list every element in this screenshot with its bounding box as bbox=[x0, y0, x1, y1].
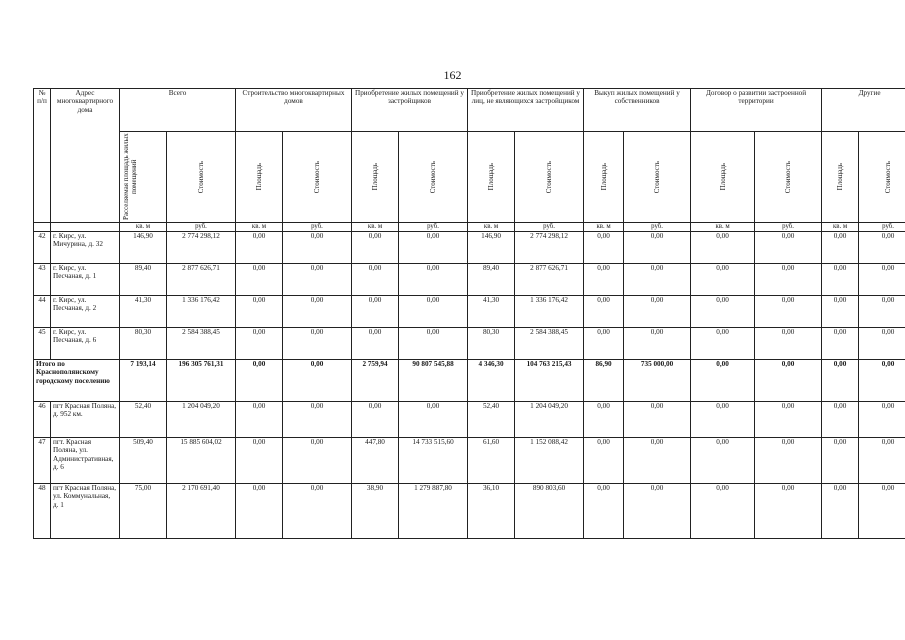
unit-cell: кв. м bbox=[120, 223, 167, 232]
cost-value: 0,00 bbox=[399, 296, 468, 328]
subheader-area: Площадь bbox=[352, 132, 399, 223]
area-value: 0,00 bbox=[822, 264, 859, 296]
cost-value: 0,00 bbox=[859, 264, 905, 296]
area-value: 0,00 bbox=[691, 328, 755, 360]
col-header-other: Другие bbox=[822, 89, 905, 132]
cost-value: 1 279 887,80 bbox=[399, 484, 468, 539]
total-row bbox=[34, 360, 905, 402]
area-value: 0,00 bbox=[822, 360, 859, 402]
cost-value: 890 803,60 bbox=[515, 484, 584, 539]
subheader-area: Площадь bbox=[236, 132, 283, 223]
area-value: 509,40 bbox=[120, 438, 167, 484]
area-value: 0,00 bbox=[822, 232, 859, 264]
area-value: 4 346,30 bbox=[468, 360, 515, 402]
cost-value: 0,00 bbox=[755, 264, 822, 296]
subheader-cost: Стоимость bbox=[283, 132, 352, 223]
area-value: 52,40 bbox=[468, 402, 515, 438]
cost-value: 196 305 761,31 bbox=[167, 360, 236, 402]
row-number: 44 bbox=[34, 296, 51, 328]
area-value: 0,00 bbox=[584, 438, 624, 484]
subheader-cost: Стоимость bbox=[515, 132, 584, 223]
cost-value: 0,00 bbox=[283, 232, 352, 264]
area-value: 0,00 bbox=[822, 484, 859, 539]
table-row bbox=[34, 438, 905, 484]
area-value: 0,00 bbox=[691, 296, 755, 328]
cost-value: 0,00 bbox=[859, 296, 905, 328]
units-blank bbox=[51, 223, 120, 232]
row-number: 45 bbox=[34, 328, 51, 360]
subheader-cost: Стоимость bbox=[167, 132, 236, 223]
cost-value: 0,00 bbox=[283, 264, 352, 296]
unit-cell: кв. м bbox=[691, 223, 755, 232]
row-address: г. Кирс, ул. Песчаная, д. 2 bbox=[51, 296, 120, 328]
area-value: 0,00 bbox=[822, 402, 859, 438]
row-number: 47 bbox=[34, 438, 51, 484]
area-value: 0,00 bbox=[584, 328, 624, 360]
cost-value: 0,00 bbox=[283, 296, 352, 328]
table-row bbox=[34, 402, 905, 438]
cost-value: 0,00 bbox=[755, 438, 822, 484]
cost-value: 0,00 bbox=[624, 296, 691, 328]
unit-cell: кв. м bbox=[584, 223, 624, 232]
cost-value: 2 877 626,71 bbox=[515, 264, 584, 296]
total-label: Итого по Краснополянскому городскому поселению bbox=[34, 360, 120, 402]
row-number: 42 bbox=[34, 232, 51, 264]
row-address: пгт. Красная Поляна, ул. Административная, д. 6 bbox=[51, 438, 120, 484]
cost-value: 1 336 176,42 bbox=[167, 296, 236, 328]
subheader-cost: Стоимость bbox=[755, 132, 822, 223]
row-number: 48 bbox=[34, 484, 51, 539]
col-header-buyout: Выкуп жилых помещений у собственников bbox=[584, 89, 691, 132]
area-value: 80,30 bbox=[468, 328, 515, 360]
area-value: 146,90 bbox=[468, 232, 515, 264]
area-value: 0,00 bbox=[584, 402, 624, 438]
area-value: 36,10 bbox=[468, 484, 515, 539]
cost-value: 2 584 388,45 bbox=[167, 328, 236, 360]
col-header-purchase-nondevelopers: Приобретение жилых помещений у лиц, не являющихся застройщиком bbox=[468, 89, 584, 132]
area-value: 89,40 bbox=[120, 264, 167, 296]
row-address: г. Кирс, ул. Песчаная, д. 6 bbox=[51, 328, 120, 360]
area-value: 0,00 bbox=[691, 264, 755, 296]
cost-value: 1 204 049,20 bbox=[515, 402, 584, 438]
area-value: 0,00 bbox=[236, 484, 283, 539]
row-number: 43 bbox=[34, 264, 51, 296]
cost-value: 0,00 bbox=[283, 438, 352, 484]
table-row bbox=[34, 232, 905, 264]
area-value: 0,00 bbox=[691, 232, 755, 264]
cost-value: 0,00 bbox=[624, 264, 691, 296]
cost-value: 2 170 691,40 bbox=[167, 484, 236, 539]
subheader-area: Площадь bbox=[822, 132, 859, 223]
col-header-address: Адрес многоквартирного дома bbox=[51, 89, 120, 223]
area-value: 0,00 bbox=[236, 360, 283, 402]
cost-value: 0,00 bbox=[859, 232, 905, 264]
area-value: 0,00 bbox=[584, 232, 624, 264]
area-value: 52,40 bbox=[120, 402, 167, 438]
cost-value: 0,00 bbox=[283, 328, 352, 360]
subheader-area: Площадь bbox=[584, 132, 624, 223]
unit-cell: кв. м bbox=[352, 223, 399, 232]
area-value: 146,90 bbox=[120, 232, 167, 264]
unit-cell: кв. м bbox=[822, 223, 859, 232]
col-header-total: Всего bbox=[120, 89, 236, 132]
area-value: 0,00 bbox=[691, 438, 755, 484]
cost-value: 1 152 088,42 bbox=[515, 438, 584, 484]
unit-cell: руб. bbox=[859, 223, 905, 232]
area-value: 41,30 bbox=[468, 296, 515, 328]
subheader-cost: Стоимость bbox=[399, 132, 468, 223]
area-value: 0,00 bbox=[352, 232, 399, 264]
area-value: 0,00 bbox=[236, 438, 283, 484]
cost-value: 735 000,00 bbox=[624, 360, 691, 402]
row-address: г. Кирс, ул. Мичурина, д. 32 bbox=[51, 232, 120, 264]
unit-cell: кв. м bbox=[236, 223, 283, 232]
area-value: 86,90 bbox=[584, 360, 624, 402]
housing-resettlement-table bbox=[33, 88, 905, 539]
area-value: 89,40 bbox=[468, 264, 515, 296]
area-value: 0,00 bbox=[584, 296, 624, 328]
cost-value: 0,00 bbox=[755, 232, 822, 264]
cost-value: 0,00 bbox=[624, 328, 691, 360]
cost-value: 1 336 176,42 bbox=[515, 296, 584, 328]
area-value: 0,00 bbox=[352, 328, 399, 360]
cost-value: 0,00 bbox=[283, 484, 352, 539]
area-value: 75,00 bbox=[120, 484, 167, 539]
cost-value: 0,00 bbox=[283, 360, 352, 402]
area-value: 80,30 bbox=[120, 328, 167, 360]
area-value: 0,00 bbox=[822, 328, 859, 360]
cost-value: 0,00 bbox=[859, 402, 905, 438]
area-value: 0,00 bbox=[352, 296, 399, 328]
cost-value: 1 204 049,20 bbox=[167, 402, 236, 438]
subheader-area: Площадь bbox=[691, 132, 755, 223]
area-value: 0,00 bbox=[584, 264, 624, 296]
table-row bbox=[34, 484, 905, 539]
cost-value: 0,00 bbox=[399, 264, 468, 296]
cost-value: 104 763 215,43 bbox=[515, 360, 584, 402]
area-value: 0,00 bbox=[691, 484, 755, 539]
cost-value: 0,00 bbox=[399, 328, 468, 360]
area-value: 0,00 bbox=[691, 360, 755, 402]
col-header-num: № п/п bbox=[34, 89, 51, 223]
row-address: г. Кирс, ул. Песчаная, д. 1 bbox=[51, 264, 120, 296]
cost-value: 90 807 545,88 bbox=[399, 360, 468, 402]
cost-value: 2 774 298,12 bbox=[167, 232, 236, 264]
cost-value: 2 877 626,71 bbox=[167, 264, 236, 296]
unit-cell: руб. bbox=[399, 223, 468, 232]
area-value: 0,00 bbox=[236, 232, 283, 264]
cost-value: 0,00 bbox=[859, 484, 905, 539]
area-value: 0,00 bbox=[352, 264, 399, 296]
cost-value: 0,00 bbox=[755, 296, 822, 328]
subheader-cost: Стоимость bbox=[859, 132, 905, 223]
area-value: 0,00 bbox=[584, 484, 624, 539]
cost-value: 14 733 515,60 bbox=[399, 438, 468, 484]
table-row bbox=[34, 328, 905, 360]
col-header-construction: Строительство многоквартирных домов bbox=[236, 89, 352, 132]
area-value: 41,30 bbox=[120, 296, 167, 328]
cost-value: 0,00 bbox=[624, 484, 691, 539]
units-blank bbox=[34, 223, 51, 232]
cost-value: 0,00 bbox=[755, 328, 822, 360]
col-header-development-contract: Договор о развитии застроенной территории bbox=[691, 89, 822, 132]
subheader-resettled-area: Расселяемая площадь жилых помещений bbox=[120, 132, 167, 223]
cost-value: 2 774 298,12 bbox=[515, 232, 584, 264]
area-value: 7 193,14 bbox=[120, 360, 167, 402]
cost-value: 15 885 604,02 bbox=[167, 438, 236, 484]
cost-value: 0,00 bbox=[399, 402, 468, 438]
unit-cell: руб. bbox=[283, 223, 352, 232]
area-value: 0,00 bbox=[691, 402, 755, 438]
cost-value: 0,00 bbox=[624, 438, 691, 484]
page-number: 162 bbox=[443, 68, 462, 82]
row-number: 46 bbox=[34, 402, 51, 438]
cost-value: 0,00 bbox=[859, 328, 905, 360]
cost-value: 0,00 bbox=[859, 360, 905, 402]
unit-cell: руб. bbox=[167, 223, 236, 232]
area-value: 2 759,94 bbox=[352, 360, 399, 402]
area-value: 0,00 bbox=[352, 402, 399, 438]
subheader-cost: Стоимость bbox=[624, 132, 691, 223]
cost-value: 0,00 bbox=[755, 484, 822, 539]
area-value: 0,00 bbox=[236, 264, 283, 296]
table-body bbox=[34, 232, 905, 539]
area-value: 38,90 bbox=[352, 484, 399, 539]
cost-value: 0,00 bbox=[755, 402, 822, 438]
table-row bbox=[34, 264, 905, 296]
area-value: 0,00 bbox=[822, 296, 859, 328]
col-header-purchase-developers: Приобретение жилых помещений у застройщиков bbox=[352, 89, 468, 132]
row-address: пгт Красная Поляна, ул. Коммунальная, д. 1 bbox=[51, 484, 120, 539]
area-value: 0,00 bbox=[822, 438, 859, 484]
cost-value: 0,00 bbox=[859, 438, 905, 484]
cost-value: 0,00 bbox=[624, 232, 691, 264]
cost-value: 2 584 388,45 bbox=[515, 328, 584, 360]
area-value: 0,00 bbox=[236, 328, 283, 360]
area-value: 0,00 bbox=[236, 296, 283, 328]
cost-value: 0,00 bbox=[755, 360, 822, 402]
cost-value: 0,00 bbox=[399, 232, 468, 264]
subheader-area: Площадь bbox=[468, 132, 515, 223]
unit-cell: кв. м bbox=[468, 223, 515, 232]
row-address: пгт Красная Поляна, д. 952 км. bbox=[51, 402, 120, 438]
unit-cell: руб. bbox=[515, 223, 584, 232]
unit-cell: руб. bbox=[755, 223, 822, 232]
unit-cell: руб. bbox=[624, 223, 691, 232]
cost-value: 0,00 bbox=[624, 402, 691, 438]
area-value: 447,80 bbox=[352, 438, 399, 484]
area-value: 0,00 bbox=[236, 402, 283, 438]
area-value: 61,60 bbox=[468, 438, 515, 484]
table-row bbox=[34, 296, 905, 328]
cost-value: 0,00 bbox=[283, 402, 352, 438]
